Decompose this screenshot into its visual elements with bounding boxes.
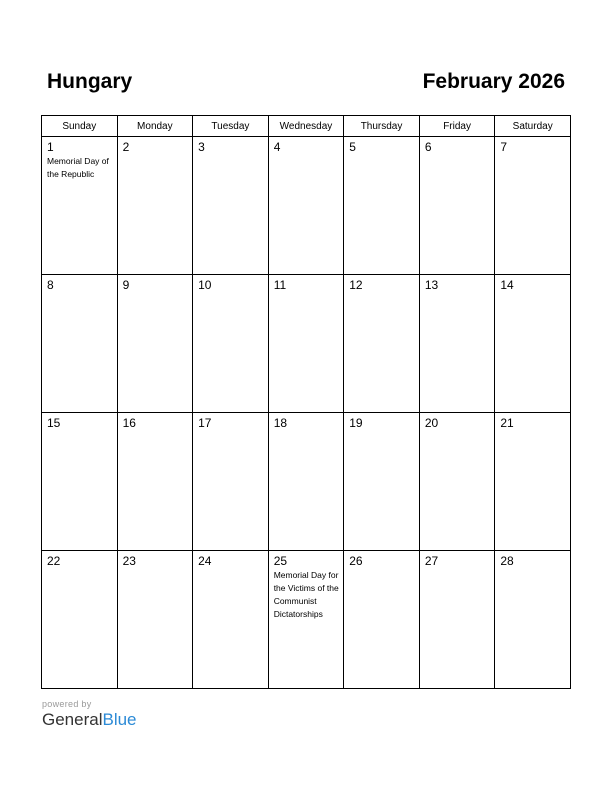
day-number: 9 <box>122 278 130 292</box>
day-cell <box>495 551 571 689</box>
day-cell <box>344 275 420 413</box>
day-number: 27 <box>424 554 439 568</box>
weekday-header: Sunday <box>42 116 118 137</box>
day-number: 4 <box>273 140 281 154</box>
weekday-header: Thursday <box>344 116 420 137</box>
day-number: 16 <box>122 416 136 430</box>
day-cell <box>117 137 193 275</box>
day-number: 10 <box>198 278 212 292</box>
day-number: 25 <box>273 554 288 568</box>
day-number: 11 <box>273 278 287 292</box>
day-cell <box>42 137 118 275</box>
day-cell <box>419 551 495 689</box>
day-number: 23 <box>122 554 136 568</box>
day-cell <box>344 413 420 551</box>
day-cell <box>495 413 571 551</box>
day-cell <box>419 137 495 275</box>
holiday-event: Memorial Day of the Republic <box>47 156 109 179</box>
day-cell <box>344 551 420 689</box>
day-cell <box>193 137 269 275</box>
day-number: 13 <box>424 278 439 292</box>
powered-by-label: powered by <box>42 699 92 709</box>
day-cell <box>268 137 344 275</box>
day-cell <box>117 275 193 413</box>
footer-brand <box>42 699 137 729</box>
day-number: 14 <box>500 278 514 292</box>
day-cell <box>193 551 269 689</box>
day-number: 3 <box>198 140 205 154</box>
week-row <box>42 275 571 413</box>
day-number: 20 <box>424 416 439 430</box>
day-number: 6 <box>424 140 432 154</box>
day-number: 26 <box>349 554 363 568</box>
weekday-header-row <box>42 116 571 137</box>
day-cell <box>42 275 118 413</box>
day-number: 7 <box>500 140 508 154</box>
week-row <box>42 551 571 689</box>
weekday-header: Monday <box>117 116 193 137</box>
brand-name-general: General <box>42 710 103 729</box>
day-number: 24 <box>198 554 212 568</box>
day-cell <box>419 413 495 551</box>
week-row <box>42 137 571 275</box>
day-cell <box>268 275 344 413</box>
day-cell <box>42 413 118 551</box>
day-cell <box>268 551 344 689</box>
day-number: 8 <box>47 278 54 292</box>
month-year-title: February 2026 <box>422 70 565 93</box>
holiday-event: Memorial Day for the Victims of the Communist Dictatorships <box>273 570 339 619</box>
day-number: 19 <box>349 416 363 430</box>
weekday-header: Saturday <box>495 116 571 137</box>
day-number: 28 <box>500 554 514 568</box>
brand-logo <box>42 711 137 729</box>
day-number: 5 <box>349 140 356 154</box>
day-cell <box>268 413 344 551</box>
day-cell <box>344 137 420 275</box>
brand-name-blue: Blue <box>102 710 137 729</box>
day-cell <box>193 275 269 413</box>
day-number: 21 <box>500 416 514 430</box>
country-title: Hungary <box>47 70 133 93</box>
day-cell <box>42 551 118 689</box>
day-number: 15 <box>47 416 61 430</box>
day-number: 2 <box>122 140 130 154</box>
day-cell <box>495 275 571 413</box>
day-cell <box>193 413 269 551</box>
weekday-header: Friday <box>419 116 495 137</box>
day-cell <box>419 275 495 413</box>
weekday-header: Wednesday <box>268 116 344 137</box>
day-number: 18 <box>273 416 288 430</box>
week-row <box>42 413 571 551</box>
day-number: 1 <box>47 140 54 154</box>
day-cell <box>495 137 571 275</box>
day-number: 12 <box>349 278 363 292</box>
weekday-header: Tuesday <box>193 116 269 137</box>
day-number: 17 <box>198 416 212 430</box>
day-number: 22 <box>47 554 61 568</box>
calendar-grid <box>41 115 571 689</box>
day-cell <box>117 413 193 551</box>
day-cell <box>117 551 193 689</box>
